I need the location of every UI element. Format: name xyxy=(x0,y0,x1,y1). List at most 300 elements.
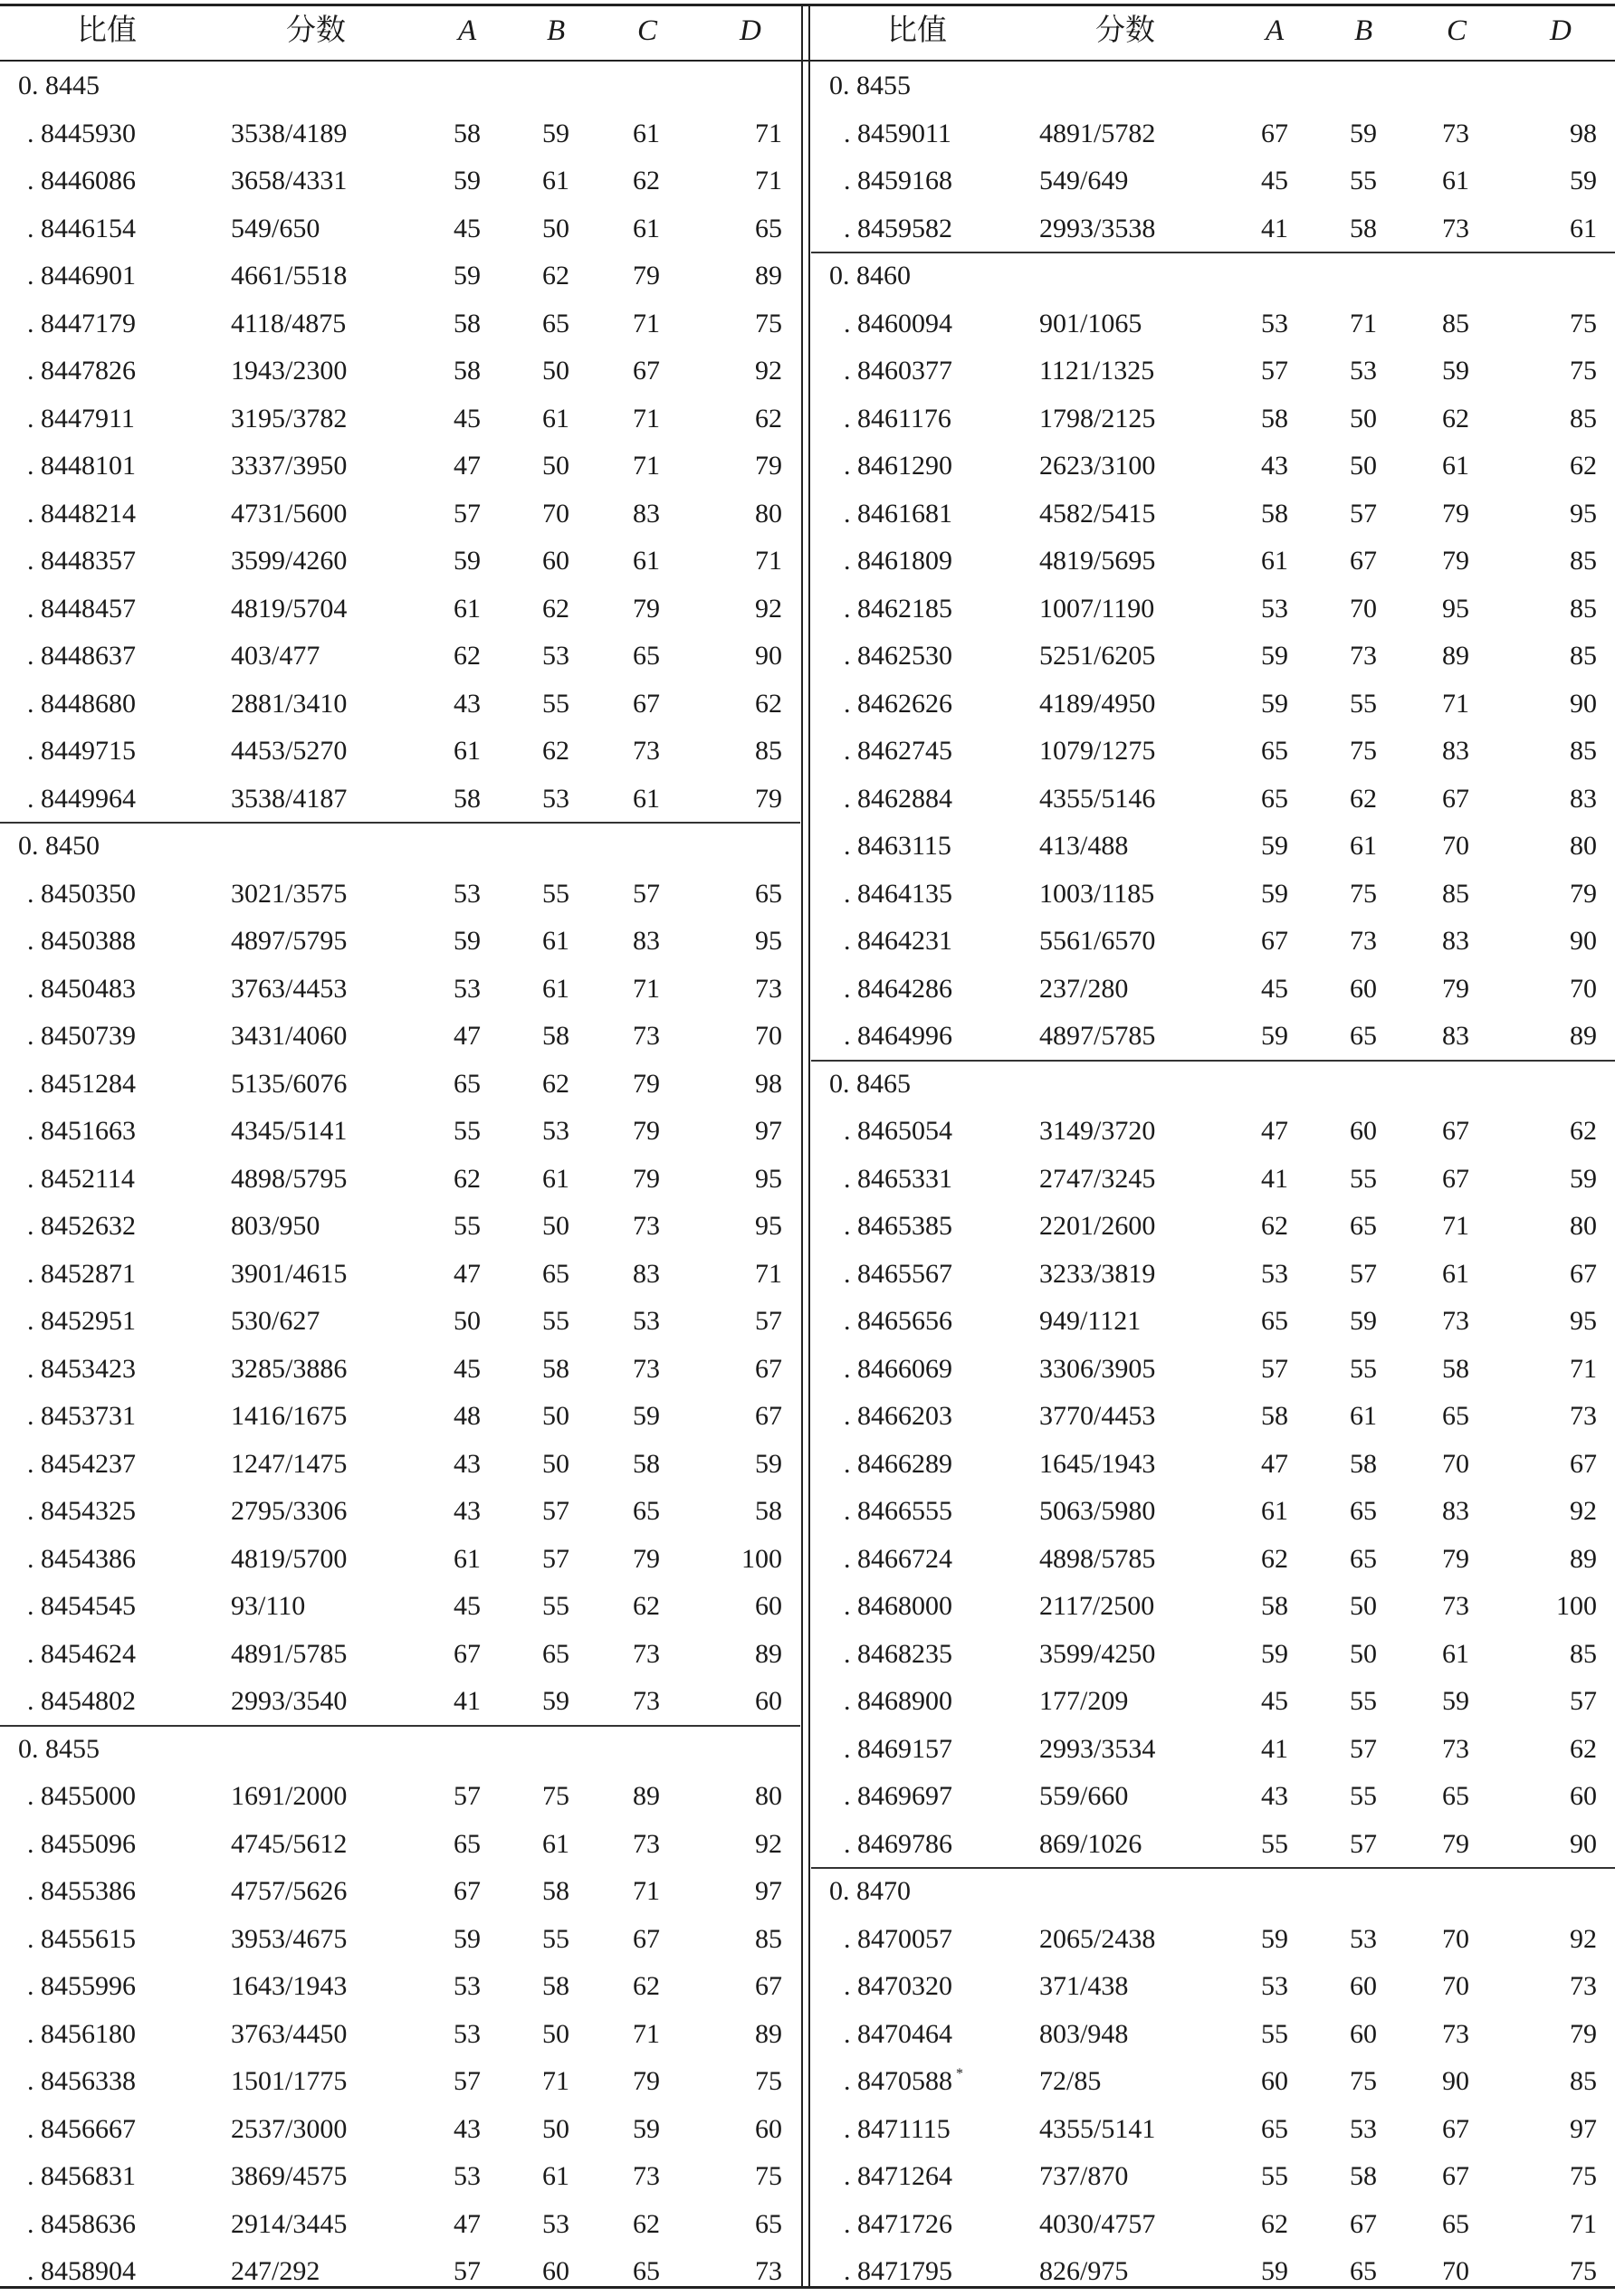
c-cell-text: 62 xyxy=(1442,403,1469,433)
b-cell-text: 50 xyxy=(1350,1638,1377,1669)
d-cell xyxy=(1570,395,1597,443)
c-cell-text: 73 xyxy=(1442,1591,1469,1621)
fraction-cell-text: 4819/5700 xyxy=(231,1543,348,1574)
ratio-cell xyxy=(844,1156,952,1204)
d-cell-text: 71 xyxy=(755,546,782,576)
b-cell-text: 55 xyxy=(1350,1686,1377,1716)
c-cell xyxy=(1438,348,1474,395)
a-cell xyxy=(449,1156,485,1204)
fraction-cell xyxy=(231,728,347,776)
d-cell-text: 71 xyxy=(755,118,782,148)
b-cell-text: 61 xyxy=(1350,831,1377,861)
a-cell xyxy=(449,1203,485,1251)
fraction-cell xyxy=(231,491,347,538)
left-panel xyxy=(0,0,800,2291)
d-cell xyxy=(755,1963,782,2011)
d-cell xyxy=(1570,823,1597,871)
c-cell-text: 73 xyxy=(1442,118,1469,148)
ratio-cell-text: . 8461176 xyxy=(844,403,951,433)
fraction-cell-text: 4819/5695 xyxy=(1039,546,1156,576)
c-cell xyxy=(1438,966,1474,1014)
d-cell-text: 67 xyxy=(1570,1258,1597,1289)
a-cell-text: 58 xyxy=(454,308,481,338)
ratio-cell-text: . 8470057 xyxy=(844,1923,952,1954)
a-cell-text: 57 xyxy=(1261,356,1288,386)
d-cell xyxy=(755,2248,782,2296)
c-cell-text: 73 xyxy=(633,1828,660,1859)
b-cell-text: 58 xyxy=(1350,1448,1377,1479)
ratio-cell-text: . 8466289 xyxy=(844,1448,952,1479)
b-cell xyxy=(538,681,574,729)
b-cell xyxy=(1345,776,1381,824)
a-cell-text: 53 xyxy=(1261,1971,1288,2001)
ratio-cell-text: . 8471264 xyxy=(844,2161,952,2191)
fraction-cell-text: 1645/1943 xyxy=(1039,1448,1156,1479)
b-cell-text: 55 xyxy=(1350,1353,1377,1384)
c-cell-text: 79 xyxy=(633,1543,660,1574)
b-cell xyxy=(538,300,574,348)
a-cell-text: 45 xyxy=(1261,1686,1288,1716)
a-cell xyxy=(449,586,485,634)
b-cell-text: 57 xyxy=(1350,498,1377,529)
table-row xyxy=(0,205,800,253)
a-cell-text: 65 xyxy=(1261,736,1288,766)
a-cell-text: 53 xyxy=(454,2161,481,2191)
fraction-cell xyxy=(1039,1441,1155,1489)
c-cell-text: 71 xyxy=(633,2018,660,2049)
table-row xyxy=(811,2011,1615,2059)
b-cell xyxy=(538,1251,574,1299)
fraction-cell-text: 4345/5141 xyxy=(231,1116,348,1146)
d-cell-text: 92 xyxy=(1570,1496,1597,1526)
header-ratio: 比值 xyxy=(77,14,137,47)
d-cell-text: 100 xyxy=(741,1543,782,1574)
ratio-cell-text: . 8454237 xyxy=(27,1448,136,1479)
ratio-cell-text: . 8466069 xyxy=(844,1353,952,1384)
ratio-cell-text: . 8448680 xyxy=(27,688,136,719)
b-cell-text: 50 xyxy=(1350,451,1377,481)
b-cell xyxy=(538,1441,574,1489)
d-cell-text: 95 xyxy=(1570,498,1597,529)
c-cell-text: 57 xyxy=(633,878,660,909)
c-cell-text: 73 xyxy=(633,2161,660,2191)
a-cell-text: 55 xyxy=(1261,2018,1288,2049)
fraction-cell xyxy=(1039,300,1142,348)
b-cell xyxy=(538,1203,574,1251)
a-cell-text: 47 xyxy=(454,451,481,481)
d-cell-text: 62 xyxy=(755,688,782,719)
asterisk-mark: * xyxy=(956,2066,963,2082)
table-row xyxy=(0,728,800,776)
a-cell-text: 53 xyxy=(1261,1258,1288,1289)
a-cell xyxy=(449,1441,485,1489)
c-cell xyxy=(1438,1251,1474,1299)
fraction-cell-text: 5063/5980 xyxy=(1039,1496,1156,1526)
b-cell-text: 55 xyxy=(542,1306,569,1336)
b-cell xyxy=(538,2058,574,2106)
d-cell-text: 73 xyxy=(1570,1401,1597,1431)
a-cell xyxy=(1257,348,1293,395)
c-cell-text: 79 xyxy=(633,1068,660,1099)
ratio-cell-text: . 8470588 xyxy=(844,2066,952,2096)
b-cell xyxy=(1345,395,1381,443)
d-cell xyxy=(1570,1441,1597,1489)
a-cell-text: 58 xyxy=(1261,403,1288,433)
a-cell-text: 61 xyxy=(454,736,481,766)
ratio-cell-text: . 8456180 xyxy=(27,2018,136,2049)
ratio-cell-text: . 8460377 xyxy=(844,356,952,386)
ratio-cell xyxy=(27,1963,136,2011)
table-row xyxy=(811,633,1615,681)
header-a: A xyxy=(1266,14,1285,47)
fraction-cell-text: 1943/2300 xyxy=(231,356,348,386)
fraction-cell xyxy=(231,1156,347,1204)
b-cell xyxy=(1345,2011,1381,2059)
a-cell xyxy=(449,2058,485,2106)
table-row xyxy=(811,1583,1615,1631)
ratio-cell xyxy=(27,1488,136,1536)
ratio-cell xyxy=(844,633,952,681)
b-cell-text: 62 xyxy=(542,261,569,291)
b-cell-text: 70 xyxy=(1350,593,1377,624)
b-cell xyxy=(1345,2248,1381,2296)
column-divider-right xyxy=(808,4,810,2289)
b-cell-text: 55 xyxy=(542,1591,569,1621)
ratio-cell xyxy=(844,1203,952,1251)
c-cell-text: 61 xyxy=(1442,1258,1469,1289)
c-cell-text: 70 xyxy=(1442,2256,1469,2286)
a-cell-text: 59 xyxy=(454,1923,481,1954)
c-cell-text: 79 xyxy=(1442,546,1469,576)
d-cell-text: 62 xyxy=(755,403,782,433)
b-cell-text: 75 xyxy=(1350,2066,1377,2096)
a-cell-text: 59 xyxy=(454,261,481,291)
b-cell-text: 53 xyxy=(542,641,569,671)
b-cell-text: 53 xyxy=(542,2208,569,2239)
d-cell-text: 59 xyxy=(1570,1163,1597,1194)
fraction-cell xyxy=(1039,110,1155,158)
ratio-cell xyxy=(844,538,952,586)
a-cell xyxy=(1257,443,1293,491)
b-cell-text: 55 xyxy=(1350,688,1377,719)
fraction-cell xyxy=(1039,1488,1155,1536)
a-cell xyxy=(449,1251,485,1299)
a-cell xyxy=(449,2248,485,2296)
b-cell-text: 55 xyxy=(1350,1163,1377,1194)
a-cell xyxy=(1257,681,1293,729)
d-cell-text: 80 xyxy=(755,498,782,529)
b-cell xyxy=(1345,1963,1381,2011)
fraction-cell-text: 3538/4187 xyxy=(231,783,348,814)
a-cell xyxy=(1257,491,1293,538)
d-cell xyxy=(1570,300,1597,348)
fraction-cell-text: 4891/5785 xyxy=(231,1638,348,1669)
table-row xyxy=(811,110,1615,158)
b-cell-text: 61 xyxy=(542,1828,569,1859)
table-row xyxy=(0,586,800,634)
c-cell xyxy=(1438,1393,1474,1441)
d-cell xyxy=(1570,205,1597,253)
b-cell xyxy=(1345,823,1381,871)
c-cell-text: 62 xyxy=(633,1591,660,1621)
c-cell xyxy=(628,1013,664,1061)
b-cell xyxy=(538,1061,574,1109)
ratio-cell xyxy=(844,918,952,966)
c-cell-text: 73 xyxy=(1442,213,1469,243)
ratio-cell xyxy=(27,1773,136,1821)
d-cell xyxy=(1570,1203,1597,1251)
table-row xyxy=(811,2106,1615,2154)
c-cell xyxy=(628,1298,664,1346)
fraction-cell-text: 3953/4675 xyxy=(231,1923,348,1954)
d-cell-text: 92 xyxy=(755,1828,782,1859)
d-cell xyxy=(1570,1156,1597,1204)
fraction-cell xyxy=(1039,2248,1128,2296)
ratio-cell xyxy=(844,1108,952,1156)
fraction-cell-text: 247/292 xyxy=(231,2256,320,2286)
c-cell xyxy=(1438,1346,1474,1394)
d-cell-text: 85 xyxy=(755,736,782,766)
c-cell xyxy=(628,252,664,300)
fraction-cell xyxy=(231,1488,347,1536)
c-cell xyxy=(628,2248,664,2296)
b-cell xyxy=(538,1821,574,1869)
a-cell-text: 59 xyxy=(1261,878,1288,909)
d-cell xyxy=(1570,918,1597,966)
d-cell-text: 92 xyxy=(1570,1923,1597,1954)
d-cell-text: 85 xyxy=(1570,1638,1597,1669)
c-cell-text: 71 xyxy=(633,451,660,481)
b-cell xyxy=(538,2153,574,2201)
fraction-cell xyxy=(1039,1536,1155,1584)
ratio-cell xyxy=(27,1916,136,1964)
b-cell-text: 62 xyxy=(542,1068,569,1099)
ratio-cell-text: . 8456667 xyxy=(27,2113,136,2144)
c-cell-text: 59 xyxy=(633,1401,660,1431)
a-cell xyxy=(1257,395,1293,443)
table-row xyxy=(811,1773,1615,1821)
d-cell xyxy=(1570,2011,1597,2059)
ratio-cell xyxy=(844,681,952,729)
fraction-cell xyxy=(231,205,320,253)
fraction-cell xyxy=(1039,395,1155,443)
b-cell xyxy=(1345,157,1381,205)
b-cell-text: 55 xyxy=(542,688,569,719)
a-cell xyxy=(449,157,485,205)
d-cell xyxy=(755,1108,782,1156)
d-cell-text: 73 xyxy=(755,2256,782,2286)
c-cell-text: 89 xyxy=(633,1781,660,1811)
c-cell xyxy=(628,1108,664,1156)
a-cell-text: 41 xyxy=(1261,1163,1288,1194)
a-cell xyxy=(449,1298,485,1346)
c-cell-text: 73 xyxy=(633,736,660,766)
d-cell xyxy=(755,205,782,253)
d-cell-text: 60 xyxy=(755,1591,782,1621)
c-cell-text: 67 xyxy=(633,356,660,386)
c-cell-text: 79 xyxy=(1442,1828,1469,1859)
ratio-cell xyxy=(844,491,952,538)
ratio-cell xyxy=(27,2106,136,2154)
fraction-cell-text: 4757/5626 xyxy=(231,1876,348,1906)
a-cell-text: 61 xyxy=(454,1543,481,1574)
d-cell-text: 71 xyxy=(755,1258,782,1289)
d-cell-text: 65 xyxy=(755,213,782,243)
ratio-cell xyxy=(844,966,952,1014)
b-cell xyxy=(1345,918,1381,966)
table-row xyxy=(0,1393,800,1441)
fraction-cell xyxy=(1039,491,1155,538)
fraction-cell-text: 3901/4615 xyxy=(231,1258,348,1289)
d-cell-text: 95 xyxy=(1570,1306,1597,1336)
fraction-cell xyxy=(231,1251,347,1299)
d-cell-text: 79 xyxy=(755,451,782,481)
a-cell-text: 57 xyxy=(454,1781,481,1811)
fraction-cell-text: 3763/4450 xyxy=(231,2018,348,2049)
d-cell-text: 71 xyxy=(1570,2208,1597,2239)
d-cell-text: 89 xyxy=(755,1638,782,1669)
d-cell xyxy=(1570,1916,1597,1964)
ratio-cell xyxy=(844,205,952,253)
fraction-cell-text: 1247/1475 xyxy=(231,1448,348,1479)
ratio-cell-text: . 8462884 xyxy=(844,783,952,814)
c-cell xyxy=(1438,205,1474,253)
group-heading-row xyxy=(0,62,800,110)
d-cell-text: 85 xyxy=(1570,2066,1597,2096)
d-cell-text: 89 xyxy=(1570,1543,1597,1574)
b-cell xyxy=(1345,871,1381,919)
a-cell-text: 65 xyxy=(1261,2113,1288,2144)
ratio-cell-text: . 8455615 xyxy=(27,1923,136,1954)
c-cell-text: 67 xyxy=(633,688,660,719)
b-cell-text: 55 xyxy=(542,878,569,909)
ratio-cell xyxy=(27,1346,136,1394)
a-cell xyxy=(449,1773,485,1821)
c-cell-text: 65 xyxy=(633,641,660,671)
a-cell xyxy=(449,1536,485,1584)
c-cell xyxy=(1438,2153,1474,2201)
ratio-cell-text: . 8452114 xyxy=(27,1163,135,1194)
d-cell xyxy=(755,1821,782,1869)
a-cell xyxy=(1257,918,1293,966)
c-cell-text: 90 xyxy=(1442,2066,1469,2096)
ratio-cell xyxy=(844,110,951,158)
b-cell xyxy=(538,871,574,919)
fraction-cell-text: 869/1026 xyxy=(1039,1828,1142,1859)
c-cell xyxy=(1438,918,1474,966)
ratio-cell xyxy=(27,1108,136,1156)
table-row xyxy=(0,2058,800,2106)
table-row xyxy=(0,1916,800,1964)
fraction-cell xyxy=(1039,348,1154,395)
c-cell xyxy=(1438,491,1474,538)
b-cell xyxy=(538,1631,574,1679)
fraction-cell xyxy=(1039,728,1155,776)
b-cell-text: 59 xyxy=(542,1686,569,1716)
c-cell xyxy=(628,538,664,586)
fraction-cell-text: 3538/4189 xyxy=(231,118,348,148)
b-cell-text: 65 xyxy=(542,1258,569,1289)
c-cell-text: 71 xyxy=(633,308,660,338)
b-cell xyxy=(538,491,574,538)
a-cell-text: 41 xyxy=(1261,213,1288,243)
d-cell-text: 89 xyxy=(755,261,782,291)
c-cell-text: 79 xyxy=(1442,973,1469,1004)
c-cell-text: 58 xyxy=(633,1448,660,1479)
table-row xyxy=(811,776,1615,824)
c-cell xyxy=(1438,1726,1474,1774)
fraction-cell xyxy=(231,1346,347,1394)
group-heading: 0. 8450 xyxy=(18,831,100,861)
a-cell-text: 67 xyxy=(1261,118,1288,148)
c-cell-text: 73 xyxy=(1442,2018,1469,2049)
a-cell xyxy=(1257,1298,1293,1346)
ratio-cell xyxy=(844,1298,952,1346)
fraction-cell xyxy=(231,395,347,443)
b-cell-text: 55 xyxy=(1350,166,1377,195)
b-cell xyxy=(1345,966,1381,1014)
c-cell xyxy=(628,348,664,395)
a-cell xyxy=(1257,728,1293,776)
d-cell xyxy=(1570,1393,1597,1441)
b-cell-text: 50 xyxy=(542,2113,569,2144)
fraction-cell-text: 93/110 xyxy=(231,1591,306,1621)
c-cell xyxy=(628,1868,664,1916)
c-cell-text: 73 xyxy=(633,1211,660,1241)
a-cell xyxy=(1257,1821,1293,1869)
a-cell-text: 67 xyxy=(454,1638,481,1669)
c-cell xyxy=(628,871,664,919)
c-cell-text: 85 xyxy=(1442,878,1469,909)
fraction-cell-text: 72/85 xyxy=(1039,2066,1102,2096)
a-cell-text: 65 xyxy=(1261,783,1288,814)
fraction-cell xyxy=(1039,2201,1155,2249)
a-cell xyxy=(1257,633,1293,681)
b-cell xyxy=(538,110,574,158)
b-cell-text: 71 xyxy=(542,2066,569,2096)
b-cell xyxy=(538,966,574,1014)
c-cell xyxy=(1438,1678,1474,1726)
b-cell-text: 67 xyxy=(1350,546,1377,576)
fraction-cell-text: 3149/3720 xyxy=(1039,1116,1156,1146)
ratio-cell xyxy=(844,823,951,871)
b-cell-text: 65 xyxy=(542,1638,569,1669)
d-cell-text: 62 xyxy=(1570,1116,1597,1146)
table-row xyxy=(0,918,800,966)
table-row xyxy=(811,871,1615,919)
b-cell xyxy=(538,2248,574,2296)
ratio-cell-text: . 8464996 xyxy=(844,1021,952,1051)
c-cell xyxy=(628,1393,664,1441)
fraction-cell xyxy=(1039,1963,1128,2011)
d-cell xyxy=(1570,1678,1597,1726)
ratio-cell-text: . 8471795 xyxy=(844,2256,952,2286)
c-cell-text: 67 xyxy=(1442,2113,1469,2144)
table-row xyxy=(811,2201,1615,2249)
group-heading: 0. 8455 xyxy=(18,1733,100,1764)
d-cell-text: 58 xyxy=(755,1496,782,1526)
ratio-cell-text: . 8445930 xyxy=(27,118,136,148)
table-row xyxy=(811,1821,1615,1869)
b-cell xyxy=(1345,538,1381,586)
c-cell xyxy=(628,110,664,158)
fraction-cell xyxy=(1039,633,1155,681)
a-cell-text: 43 xyxy=(454,2113,481,2144)
a-cell xyxy=(449,300,485,348)
table-row xyxy=(0,1441,800,1489)
c-cell-text: 67 xyxy=(1442,1163,1469,1194)
c-cell-text: 73 xyxy=(633,1021,660,1051)
